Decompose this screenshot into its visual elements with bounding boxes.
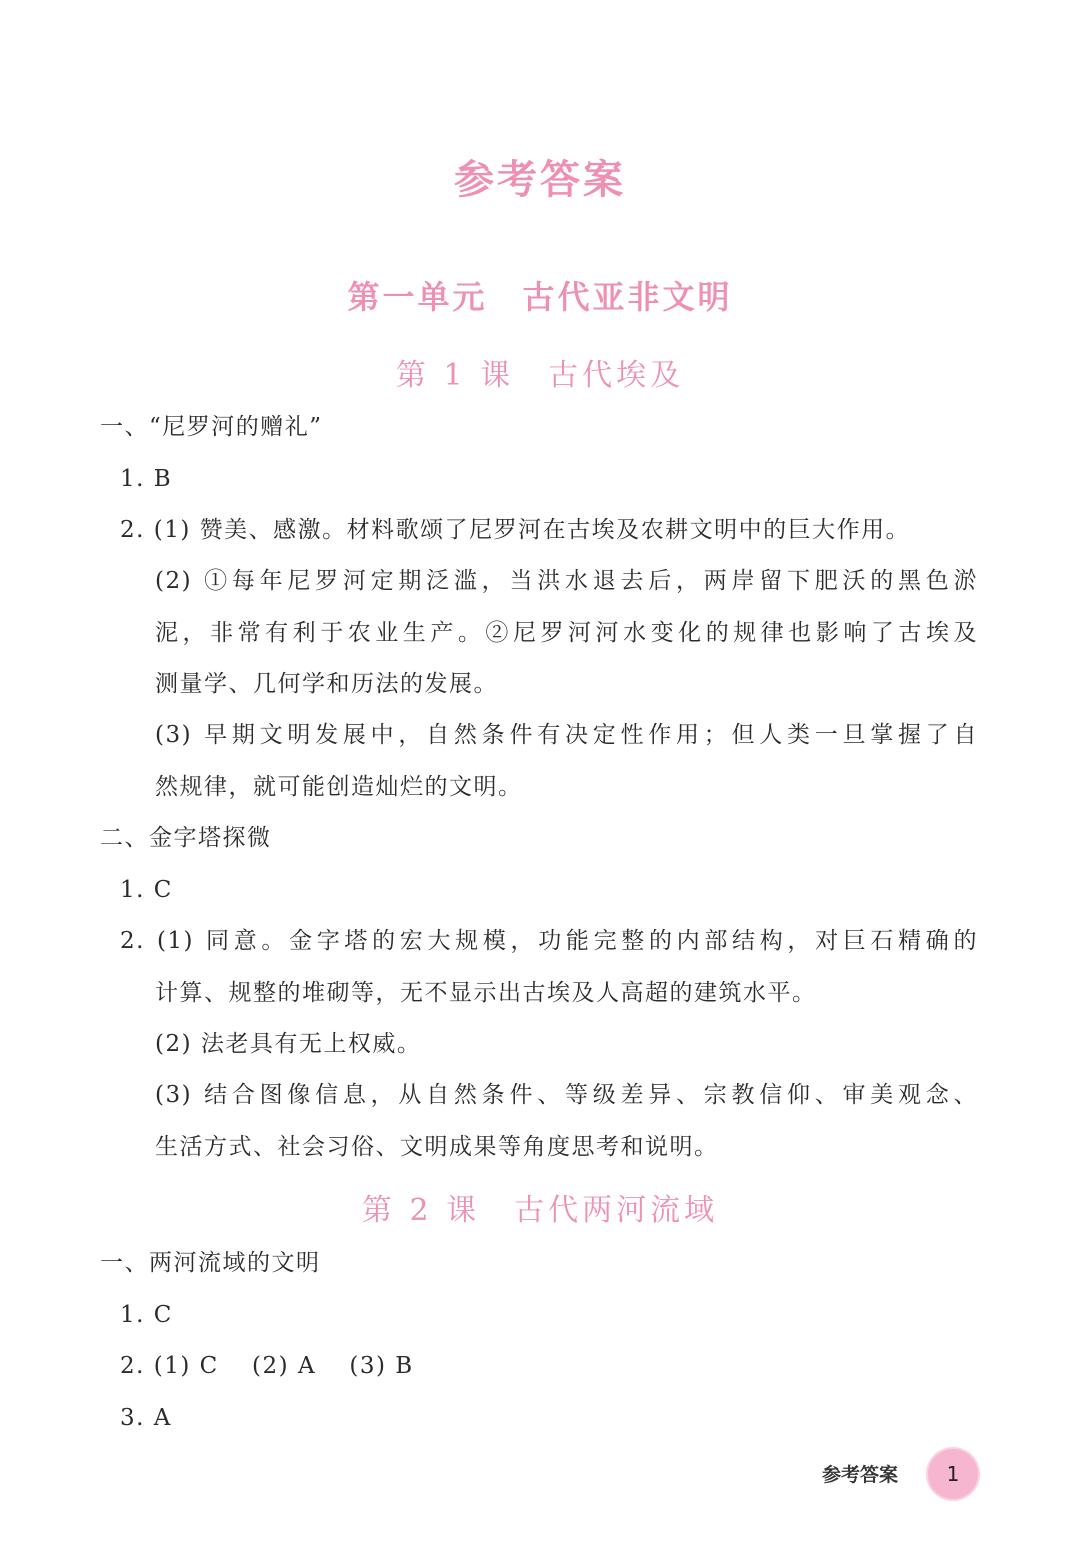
lesson-2-title: 第 2 课 古代两河流域 — [361, 1193, 719, 1228]
answer-line: 然规律，就可能创造灿烂的文明。 — [155, 774, 523, 800]
answer-line: 计算、规整的堆砌等，无不显示出古埃及人高超的建筑水平。 — [155, 980, 817, 1006]
section-heading: 二、金字塔探微 — [100, 825, 272, 851]
answer-line: (3) 结合图像信息，从自然条件、等级差异、宗教信仰、审美观念、 — [155, 1082, 978, 1108]
answer-line: 2. (1) C (2) A (3) B — [120, 1353, 414, 1379]
answer-line: 泥，非常有利于农业生产。②尼罗河河水变化的规律也影响了古埃及 — [155, 620, 978, 646]
page-title: 参考答案 — [454, 157, 626, 203]
answer-line: 测量学、几何学和历法的发展。 — [155, 671, 498, 697]
page-number-badge — [928, 1449, 978, 1499]
footer-label: 参考答案 — [822, 1464, 899, 1486]
answer-line: 1. C — [120, 877, 173, 903]
answer-line: 生活方式、社会习俗、文明成果等角度思考和说明。 — [155, 1134, 719, 1160]
answer-line: 2. (1) 赞美、感激。材料歌颂了尼罗河在古埃及农耕文明中的巨大作用。 — [120, 517, 911, 543]
page-number: 1 — [946, 1462, 960, 1486]
answer-line: (3) 早期文明发展中，自然条件有决定性作用；但人类一旦掌握了自 — [155, 722, 978, 748]
section-heading: 一、两河流域的文明 — [100, 1250, 321, 1276]
answer-line: 2. (1) 同意。金字塔的宏大规模，功能完整的内部结构，对巨石精确的 — [120, 928, 978, 954]
unit-title: 第一单元 古代亚非文明 — [347, 278, 733, 316]
answer-line: (2) 法老具有无上权威。 — [155, 1031, 422, 1057]
lesson-1-title: 第 1 课 古代埃及 — [395, 358, 685, 393]
section-heading: 一、“尼罗河的赠礼” — [100, 414, 323, 440]
answer-line: 3. A — [120, 1405, 172, 1431]
answer-line: (2) ①每年尼罗河定期泛滥，当洪水退去后，两岸留下肥沃的黑色淤 — [155, 568, 978, 594]
answer-line: 1. B — [120, 466, 173, 492]
answer-line: 1. C — [120, 1302, 173, 1328]
